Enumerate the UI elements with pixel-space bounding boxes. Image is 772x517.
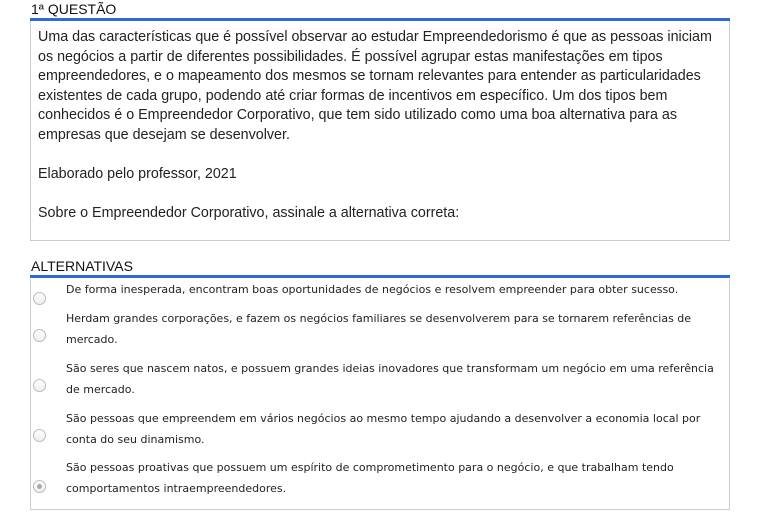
alternative-text: São seres que nascem natos, e possuem grandes ideias inovadores que transformam um negócio em uma referência de mercado.: [66, 362, 714, 396]
question-box: [30, 21, 730, 241]
alternatives-box: [30, 279, 730, 510]
radio-button[interactable]: [33, 329, 46, 342]
alternative-text: São pessoas proativas que possuem um espírito de comprometimento para o negócio, e que trabalham tendo comportamentos intraempreendedores.: [66, 461, 674, 495]
alternative-text: São pessoas que empreendem em vários negócios ao mesmo tempo ajudando a desenvolver a economia local por conta do seu dinamismo.: [66, 412, 701, 446]
question-source: Elaborado pelo professor, 2021: [38, 166, 237, 183]
radio-button[interactable]: [33, 292, 46, 305]
question-prompt: Sobre o Empreendedor Corporativo, assinale a alternativa correta:: [38, 205, 460, 222]
radio-button-selected[interactable]: [33, 480, 46, 493]
alternative-text: Herdam grandes corporações, e fazem os negócios familiares se desenvolverem para se tornarem referências de mercado.: [66, 312, 692, 346]
question-statement: Uma das características que é possível observar ao estudar Empreendedorismo é que as pessoas iniciam os negócios a partir de diferentes possibilidades. É possível agrupar estas manifestações em tipos empreendedores, e o mapeamento dos mesmos se tornam relevantes para entender as particularidades existentes de cada grupo, podendo até criar formas de incentivos em específico. Um dos tipos bem conhecidos é o Empreendedor Corporativo, que tem sido utilizado como uma boa alternativa para as empresas que desejam se desenvolver.: [38, 29, 712, 143]
alternative-text: De forma inesperada, encontram boas oportunidades de negócios e resolvem empreender para obter sucesso.: [66, 283, 679, 296]
alternatives-title: ALTERNATIVAS: [31, 258, 133, 274]
radio-button[interactable]: [33, 429, 46, 442]
alternatives-divider: [30, 275, 730, 278]
radio-button[interactable]: [33, 379, 46, 392]
question-title: 1ª QUESTÃO: [31, 1, 117, 17]
